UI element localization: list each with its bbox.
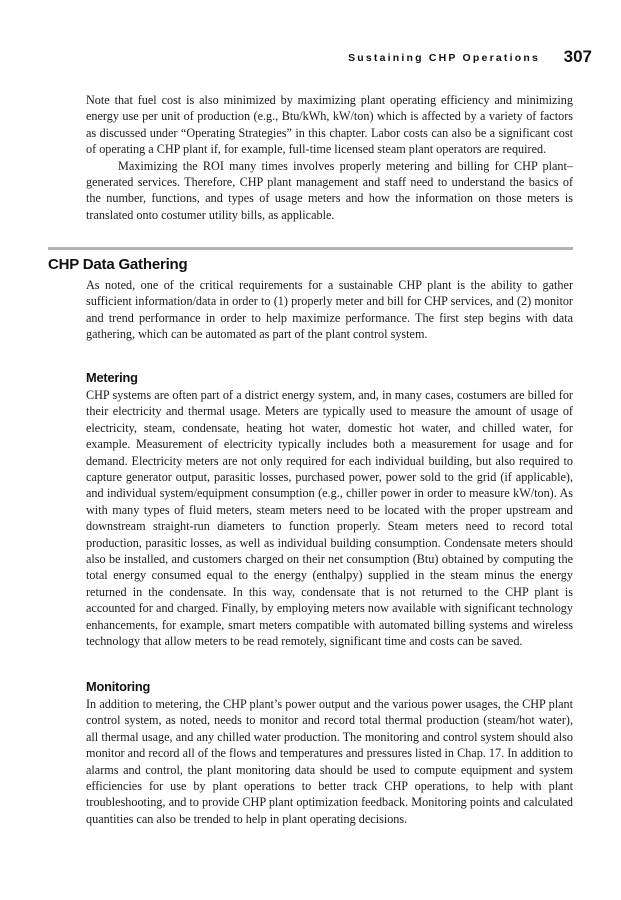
section-body — [86, 277, 573, 343]
intro-block — [86, 92, 573, 223]
section-divider — [48, 247, 573, 250]
metering-body — [86, 387, 573, 650]
subsection-heading-monitoring: Monitoring — [86, 679, 151, 694]
monitoring-body — [86, 696, 573, 827]
intro-paragraph: Maximizing the ROI many times involves properly metering and billing for CHP plant–generated services. Therefore, CHP plant management and staff need to understand the basics of the number, functions, and types of usage meters and how the information on those meters is translated onto costumer utility bills, as applicable. — [86, 158, 573, 222]
page-number: 307 — [563, 47, 592, 66]
running-title: Sustaining CHP Operations — [348, 52, 540, 64]
section-heading: CHP Data Gathering — [48, 256, 188, 273]
monitoring-paragraph: In addition to metering, the CHP plant’s power output and the various power usages, the CHP plant control system, as noted, needs to monitor and record total thermal production (steam/hot water), all thermal usage, and any chilled water production. The monitoring and control system should also monitor and record all of the flows and temperatures and pressures listed in Chap. 17. In addition to alarms and control, the plant monitoring data should be used to compute equipment and system efficiencies for use by plant operations to better track CHP operations, to help with plant troubleshooting, and to provide CHP plant optimization feedback. Monitoring points and calculated quantities can also be trended to help in plant operating decisions. — [86, 697, 573, 826]
running-head — [300, 47, 592, 71]
section-paragraph: As noted, one of the critical requirements for a sustainable CHP plant is the ability to gather sufficient information/data in order to (1) properly meter and bill for CHP services, and (2) monitor and trend performance in order to help maximize performance. The first step begins with data gathering, which can be automated as part of the plant control system. — [86, 278, 573, 342]
intro-paragraph: Note that fuel cost is also minimized by maximizing plant operating efficiency and minimizing energy use per unit of production (e.g., Btu/kWh, kW/ton) which is affected by a variety of factors as discussed under “Operating Strategies” in this chapter. Labor costs can also be a significant cost of operating a CHP plant if, for example, full-time licensed steam plant operators are required. — [86, 93, 573, 157]
metering-paragraph: CHP systems are often part of a district energy system, and, in many cases, costumers are billed for their electricity and thermal usage. Meters are typically used to measure the amount of usage of electricity, steam, condensate, heating hot water, domestic hot water, and chilled water, for example. Measurement of electricity typically includes both a measurement for usage and for demand. Electricity meters are not only required for each individual building, but also required to capture generator output, parasitic losses, purchased power, power sold to the grid (if applicable), and individual system/equipment consumption (e.g., chiller power in order to measure kW/ton). As with many types of fluid meters, steam meters need to be located with the proper upstream and downstream straight-run diameters to function properly. Steam meters need to record total production, parasitic losses, as well as individual building consumption. Condensate meters should also be installed, and customers charged on their net consumption (Btu) obtained by computing the total energy consumed equal to the energy (enthalpy) supplied in the steam minus the energy returned in the condensate. In this way, condensate that is not returned to the CHP plant is accounted for and charged. Finally, by employing meters now available with significant technology enhancements, for example, smart meters compatible with automated billing systems and wireless technology that allow meters to be read remotely, significant time and costs can be saved. — [86, 388, 573, 649]
subsection-heading-metering: Metering — [86, 370, 138, 385]
